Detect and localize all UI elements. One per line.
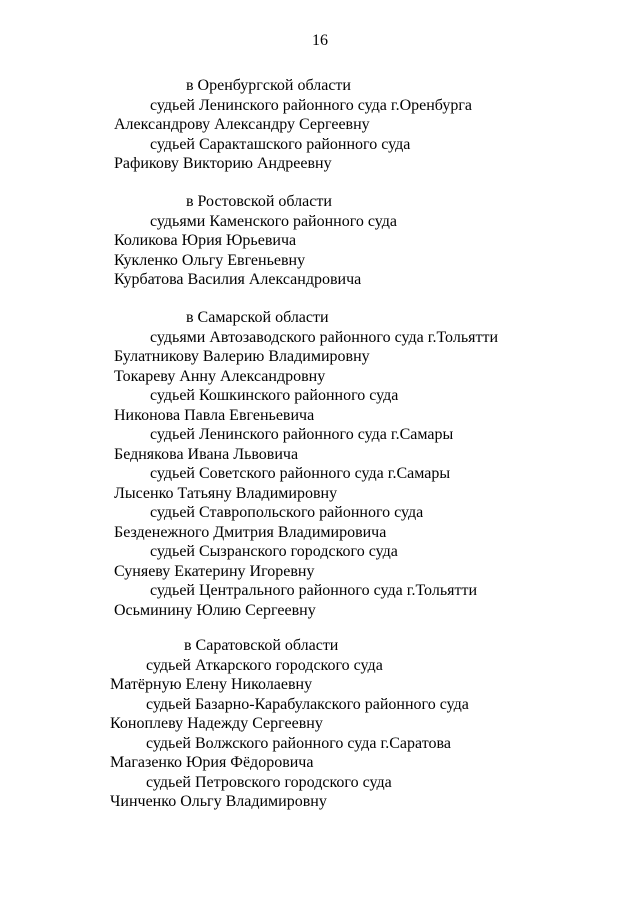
judge-name: Суняеву Екатерину Игоревну: [114, 562, 315, 580]
court-line: судьей Ленинского районного суда г.Самары: [150, 426, 454, 443]
judge-name: Никонова Павла Евгеньевича: [114, 406, 315, 424]
judge-name: Александрову Александру Сергеевну: [114, 116, 370, 133]
court-line: судьями Автозаводского районного суда г.Тольятти: [150, 328, 499, 346]
court-line: судьей Петровского городского суда: [146, 773, 392, 791]
court-line: судьей Аткарского городского суда: [146, 656, 383, 674]
judge-name: Курбатова Василия Александровича: [114, 271, 362, 288]
judge-name: Матёрную Елену Николаевну: [110, 676, 313, 693]
judge-name: Безденежного Дмитрия Владимировича: [114, 523, 387, 541]
court-line: судьей Ленинского районного суда г.Оренбурга: [150, 96, 472, 114]
judge-name: Кукленко Ольгу Евгеньевну: [114, 251, 306, 269]
region-heading: в Самарской области: [186, 309, 329, 326]
judge-name: Булатникову Валерию Владимировну: [114, 348, 370, 365]
court-line: судьей Кошкинского районного суда: [150, 387, 399, 404]
judge-name: Рафикову Викторию Андреевну: [114, 155, 332, 172]
judge-name: Магазенко Юрия Фёдоровича: [110, 754, 314, 771]
court-line: судьей Центрального районного суда г.Тольятти: [150, 582, 478, 599]
section-saratov: [0, 636, 640, 812]
judge-name: Коликова Юрия Юрьевича: [114, 232, 297, 249]
judge-name: Лысенко Татьяну Владимировну: [114, 484, 338, 502]
section-orenburg: [0, 76, 640, 174]
court-line: судьей Сызранского городского суда: [150, 543, 398, 560]
court-line: судьей Волжского районного суда г.Саратова: [146, 734, 451, 752]
region-heading: в Саратовской области: [184, 637, 339, 654]
region-heading: в Ростовской области: [186, 193, 332, 210]
page-number: 16: [312, 32, 328, 49]
court-line: судьями Каменского районного суда: [150, 212, 398, 230]
judge-name: Осьминину Юлию Сергеевну: [114, 601, 316, 619]
judge-name: Чинченко Ольгу Владимировну: [110, 793, 327, 810]
judge-name: Беднякова Ивана Львовича: [114, 445, 299, 463]
court-line: судьей Базарно-Карабулакского районного суда: [146, 695, 469, 713]
court-line: судьей Советского районного суда г.Самары: [150, 465, 451, 482]
section-rostov: [0, 192, 640, 290]
section-samara: [0, 308, 640, 620]
court-line: судьей Ставропольского районного суда: [150, 504, 424, 521]
region-heading: в Оренбургской области: [186, 77, 351, 94]
judge-name: Токареву Анну Александровну: [114, 367, 326, 385]
judge-name: Коноплеву Надежду Сергеевну: [110, 715, 323, 732]
court-line: судьей Саракташского районного суда: [150, 135, 411, 153]
